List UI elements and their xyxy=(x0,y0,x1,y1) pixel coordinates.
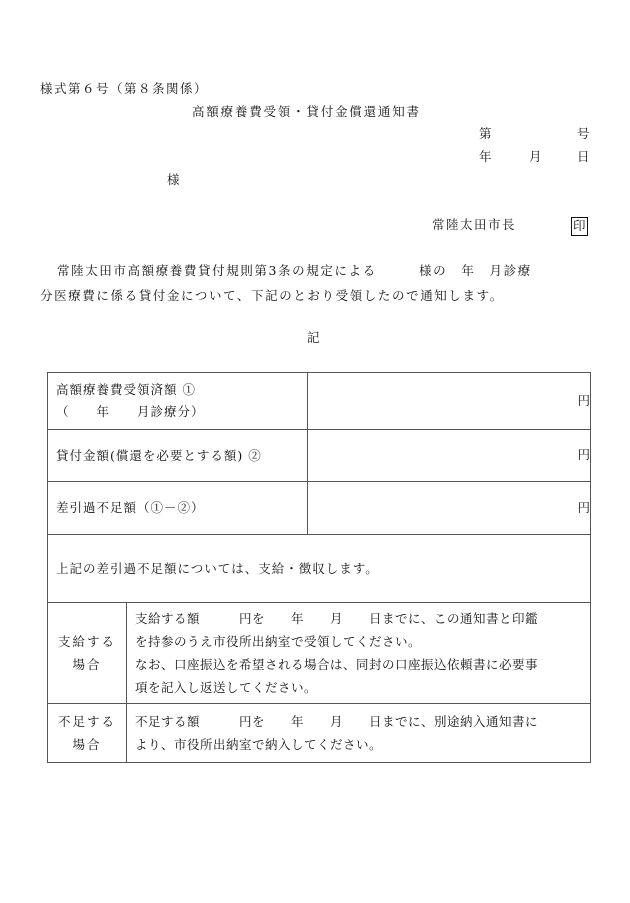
difference-label-cell xyxy=(48,482,308,535)
note-cell xyxy=(48,535,591,603)
settlement-note: 上記の差引過不足額については、支給・徴収します。 xyxy=(56,560,379,576)
shortage-label-line-2: 場合 xyxy=(72,737,102,752)
received-amount-label: 高額療養費受領済額 ① xyxy=(56,382,196,397)
seal-mark: 印 xyxy=(571,217,588,236)
received-amount-period: （ 年 月診療分） xyxy=(56,404,205,419)
seal-box xyxy=(571,217,588,236)
shortage-instructions xyxy=(127,704,591,763)
doc-number-prefix: 第 xyxy=(479,126,492,141)
addressee-suffix: 様 xyxy=(167,172,180,187)
payment-instructions xyxy=(127,603,591,704)
yen-unit: 円 xyxy=(577,499,591,515)
doc-number-suffix: 号 xyxy=(577,126,590,141)
shortage-label-line-1: 不足する xyxy=(57,714,116,729)
yen-unit: 円 xyxy=(577,447,591,463)
payment-text-line-3: なお、口座振込を希望される場合は、同封の口座振込依頼書に必要事 xyxy=(135,657,539,672)
loan-amount-label: 貸付金額(償還を必要とする額) ② xyxy=(56,447,262,463)
form-number: 様式第６号（第８条関係） xyxy=(40,81,209,96)
document-title: 高額療養費受領・貸付金償還通知書 xyxy=(192,104,421,119)
payment-text-line-4: 項を記入し返送してください。 xyxy=(135,680,318,695)
difference-label: 差引過不足額（①－②） xyxy=(56,500,205,515)
issuer-name: 常陸太田市長 xyxy=(432,217,517,232)
received-amount-value xyxy=(308,373,591,430)
shortage-text-line-1: 不足する額 円を 年 月 日までに、別途納入通知書に xyxy=(135,714,539,729)
date-month: 月 xyxy=(529,149,542,164)
loan-amount-value xyxy=(308,430,591,482)
received-amount-label-cell xyxy=(48,373,308,430)
payment-text-line-2: を持参のうえ市役所出納室で受領してください。 xyxy=(135,634,422,649)
payment-label-line-2: 場合 xyxy=(72,657,102,672)
shortage-row xyxy=(48,704,591,763)
payment-text-line-1: 支給する額 円を 年 月 日までに、この通知書と印鑑 xyxy=(135,611,539,626)
loan-amount-row xyxy=(48,430,591,482)
payment-label-cell xyxy=(48,603,127,704)
payment-row xyxy=(48,603,591,704)
payment-label-line-1: 支給する xyxy=(57,634,116,649)
date-day: 日 xyxy=(577,149,590,164)
loan-amount-label-cell xyxy=(48,430,308,482)
shortage-label-cell xyxy=(48,704,127,763)
intro-line-1: 常陸太田市高額療養費貸付規則第3条の規定による 様の 年 月診療 xyxy=(57,263,532,278)
date-year: 年 xyxy=(479,149,492,164)
received-amount-row xyxy=(48,373,591,430)
yen-unit: 円 xyxy=(577,392,591,408)
settlement-table xyxy=(47,372,591,763)
difference-row xyxy=(48,482,591,535)
shortage-text-line-2: より、市役所出納室で納入してください。 xyxy=(135,737,383,752)
intro-line-2: 分医療費に係る貸付金について、下記のとおり受領したので通知します。 xyxy=(40,288,504,303)
ki-heading: 記 xyxy=(307,330,320,345)
note-row xyxy=(48,535,591,603)
difference-value xyxy=(308,482,591,535)
